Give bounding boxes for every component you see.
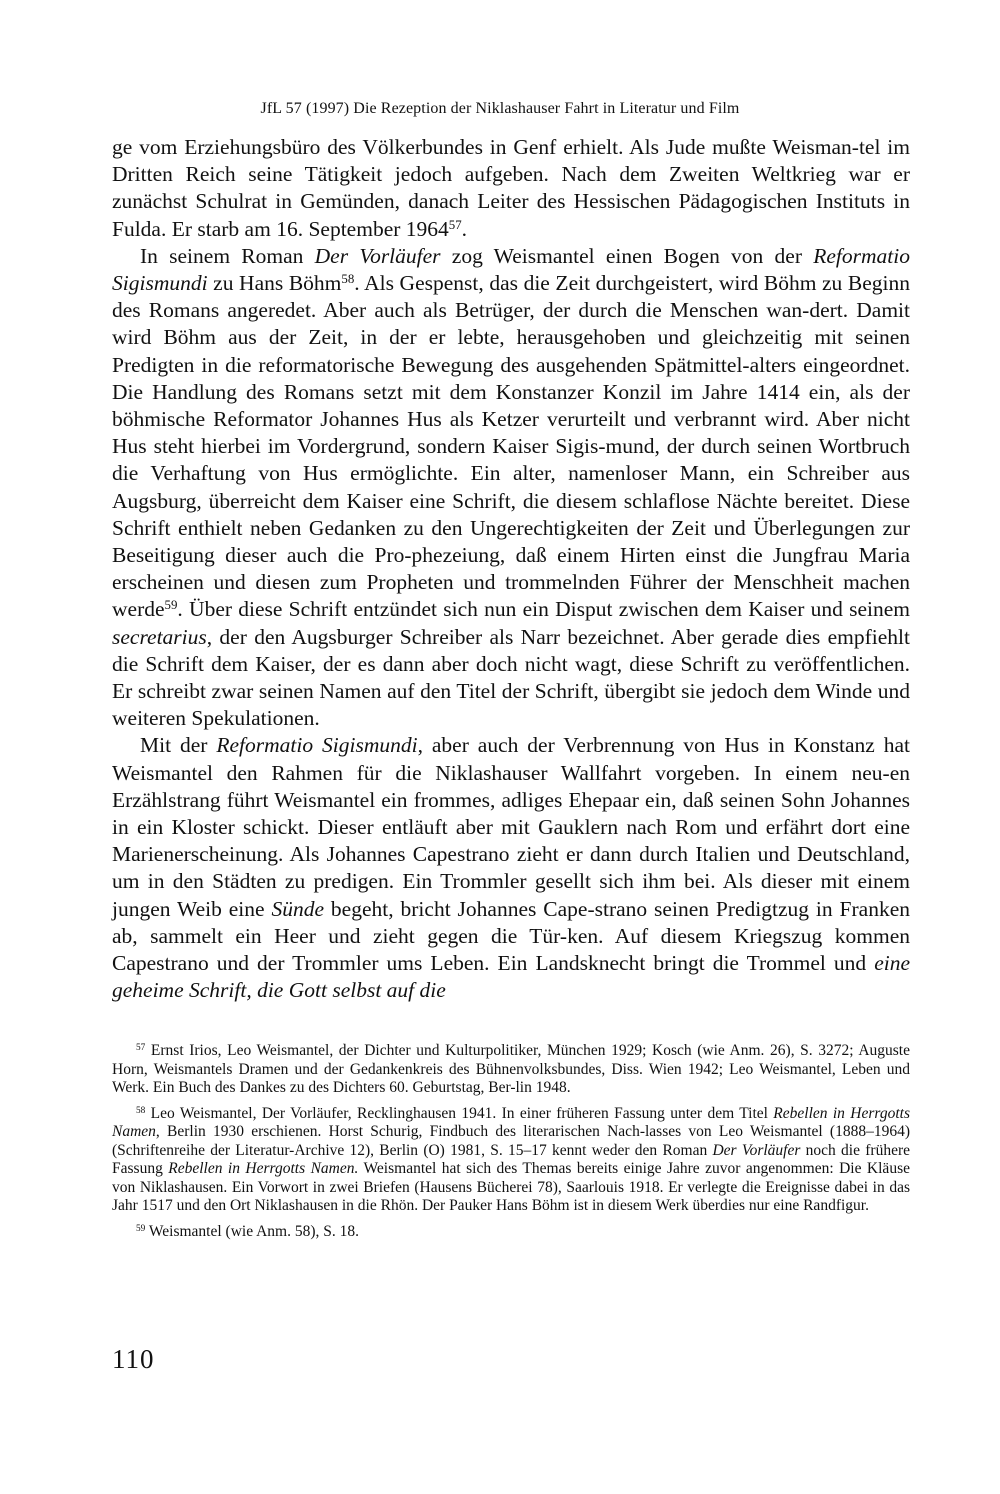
italic-text: Der Vorläufer <box>712 1141 801 1159</box>
footnote-ref: 59 <box>164 598 178 613</box>
footnote-57 <box>112 1042 910 1098</box>
paragraph-2 <box>112 243 910 733</box>
italic-text: secretarius <box>112 624 207 649</box>
running-header: JfL 57 (1997) Die Rezeption der Niklashauser Fahrt in Literatur und Film <box>260 100 740 117</box>
text-run: ge vom Erziehungsbüro des Völkerbundes in Genf erhielt. Als Jude mußte Weisman-tel im Dritten Reich seine Tätigkeit jedoch aufgeben. Nach dem Zweiten Weltkrieg war er zunächst Schulrat in Gemünden, danach Leiter des Hessischen Pädagogischen Instituts in Fulda. Er starb am 16. September 1964 <box>112 135 910 241</box>
text-run: , aber auch der Verbrennung von Hus in Konstanz hat Weismantel den Rahmen für die Niklashauser Wallfahrt vorgeben. In einem neu-en Erzählstrang führt Weismantel ein frommes, adliges Ehepaar ein, daß seinen Sohn Johannes in ein Kloster schickt. Dieser entläuft aber mit Gauklern nach Rom und erfährt dort eine Marienerscheinung. Als Johannes Capestrano zieht er dann durch Italien und Deutschland, um in den Städten zu predigen. Ein Trommler gesellt sich ihm bei. Als dieser mit einem jungen Weib eine <box>112 733 910 921</box>
page-number: 110 <box>112 1344 155 1374</box>
text-run: noch die frühere Fassung <box>112 1141 910 1177</box>
italic-text: Der Vorläufer <box>314 243 441 268</box>
text-run: Weismantel (wie Anm. 58), S. 18. <box>145 1222 360 1240</box>
text-run: Leo Weismantel, Der Vorläufer, Recklinghausen 1941. In einer früheren Fassung unter dem Titel <box>145 1104 774 1122</box>
text-run: . <box>461 216 468 241</box>
text-run: . Als Gespenst, das die Zeit durchgeistert, wird Böhm zu Beginn des Romans angeredet. Aber auch als Betrüger, der durch die Menschen wan-dert. Damit wird Böhm aus der Zeit, in der er lebte, herausgehoben und gleichzeitig mit seinen Predigten in die reformatorische Bewegung des ausgehenden Spätmittel-alters eingeordnet. Die Handlung des Romans setzt mit dem Konstanzer Konzil im Jahre 1414 ein, als der böhmische Reformator Johannes Hus als Ketzer verurteilt und verbrannt wird. Aber nicht Hus steht hierbei im Vordergrund, sondern Kaiser Sigis-mund, der durch seinen Wortbruch die Verhaftung von Hus ermöglichte. Ein alter, namenloser Mann, ein Schreiber aus Augsburg, überreicht dem Kaiser eine Schrift, die diesem schlaflose Nächte bereitet. Diese Schrift enthielt neben Gedanken zu den Ungerechtigkeiten der Zeit und Überlegungen zur Beseitigung dieser auch die Pro-phezeiung, daß einem Hirten einst die Jungfrau Maria erscheinen und diesen zum Propheten und trommelnden Führer der Menschheit machen werde <box>112 271 911 622</box>
footnote-59 <box>112 1223 910 1242</box>
footnotes <box>112 1042 910 1248</box>
footnote-ref: 59 <box>136 1223 146 1234</box>
text-run: . Über diese Schrift entzündet sich nun ein Disput zwischen dem Kaiser und seinem <box>177 597 910 622</box>
text-run: Ernst Irios, Leo Weismantel, der Dichter und Kulturpolitiker, München 1929; Kosch (wie Anm. 26), S. 3272; Auguste Horn, Weismantels Dramen und der Gedankenkreis des Bühnenvolksbundes, Diss. Wien 1942; Leo Weismantel, Leben und Werk. Ein Buch des Dankes zu des Dichters 60. Geburtstag, Ber-lin 1948. <box>112 1042 910 1096</box>
italic-text: Reformatio Sigismundi <box>216 733 418 758</box>
text-run: Mit der <box>140 733 217 758</box>
footnote-ref: 57 <box>448 217 462 232</box>
footnote-ref: 57 <box>136 1042 146 1053</box>
italic-text: Sünde <box>271 896 325 921</box>
italic-text: eine geheime Schrift, die Gott selbst auf die <box>112 951 910 1003</box>
text-run: zog Weismantel einen Bogen von der <box>440 243 814 268</box>
text-run: , Berlin 1930 erschienen. Horst Schurig, Findbuch des literarischen Nach-lasses von Leo Weismantel (1888–1964) (Schriftenreihe der Literatur-Archive 12), Berlin (O) 1981, S. 15–17 kennt weder den Roman <box>112 1123 910 1159</box>
footnote-ref: 58 <box>136 1105 146 1116</box>
footnote-58 <box>112 1105 910 1216</box>
text-run: zu Hans Böhm <box>207 271 342 296</box>
italic-text: Rebellen in Herrgotts Namen <box>112 1104 910 1140</box>
paragraph-3 <box>112 732 910 1004</box>
paragraph-1 <box>112 134 910 243</box>
italic-text: Rebellen in Herrgotts Namen. <box>168 1160 359 1177</box>
text-run: In seinem Roman <box>140 243 315 268</box>
text-run: Weismantel hat sich des Themas bereits einige Jahre zuvor angenommen: Die Kläuse von Niklashausen. Ein Vorwort in zwei Briefen (Hausens Bücherei 78), Saarlouis 1918. Er verlegte die Ereignisse dabei in das Jahr 1517 und den Ort Niklashausen in die Rhön. Der Pauker Hans Böhm ist in diesem Werk überdies nur eine Randfigur. <box>112 1160 910 1214</box>
footnote-ref: 58 <box>341 271 355 286</box>
text-run: begeht, bricht Johannes Cape-strano seinen Predigtzug in Franken ab, sammelt ein Heer und zieht gegen die Tür-ken. Auf diesem Kriegszug kommen Capestrano und der Trommler ums Leben. Ein Landsknecht bringt die Trommel und <box>112 896 911 976</box>
main-text <box>112 134 910 1005</box>
italic-text: Reformatio Sigismundi <box>112 243 910 296</box>
text-run: , der den Augsburger Schreiber als Narr bezeichnet. Aber gerade dies empfiehlt die Schrift dem Kaiser, der es dann aber doch nicht wagt, diese Schrift zu veröffentlichen. Er schreibt zwar seinen Namen auf den Titel der Schrift, übergibt sie jedoch dem Winde und weiteren Spekulationen. <box>112 624 910 731</box>
